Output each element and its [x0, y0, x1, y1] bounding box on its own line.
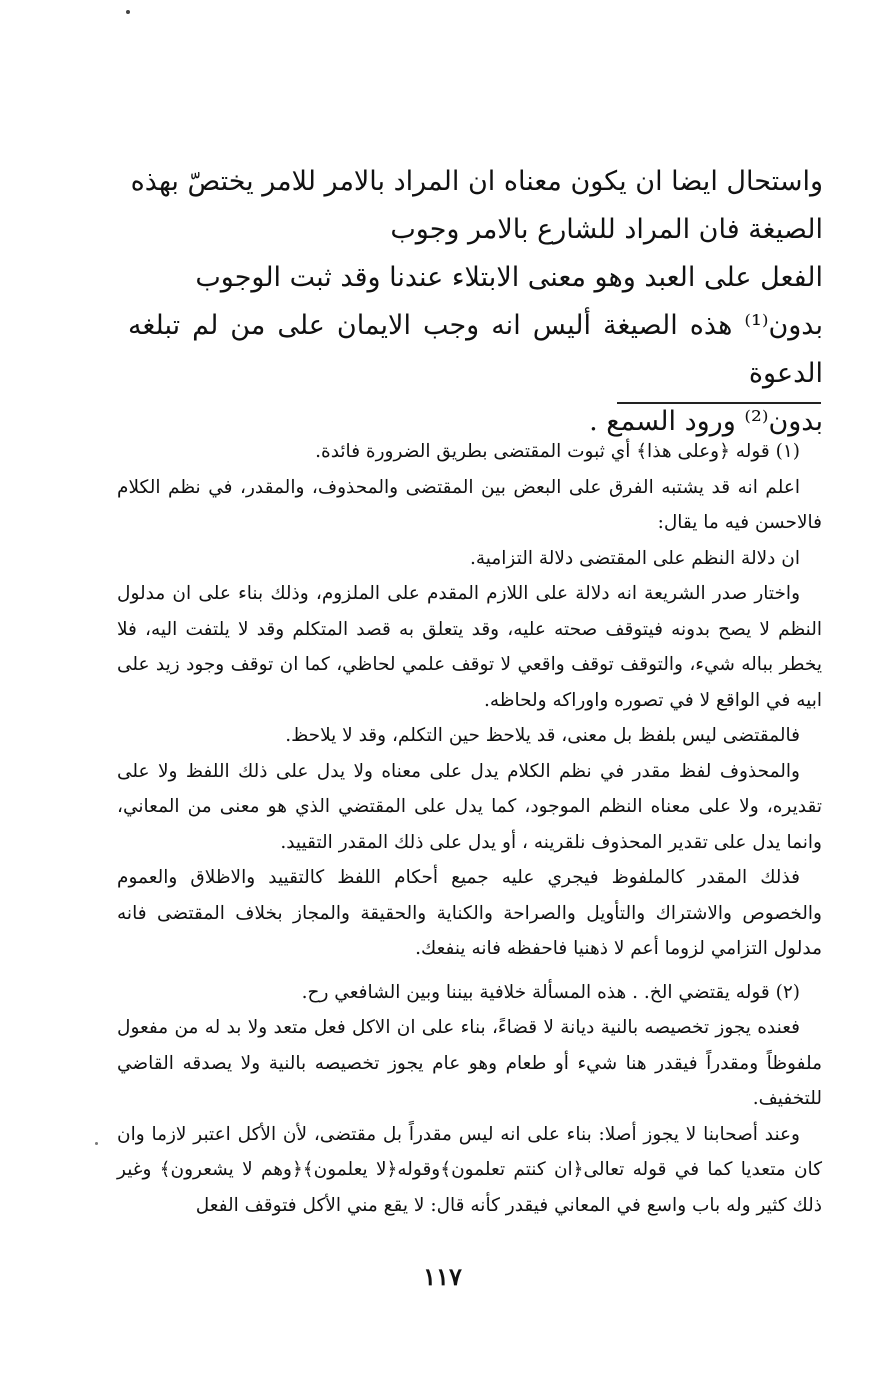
main-text-line: واستحال ايضا ان يكون معناه ان المراد بالامر للامر يختصّ بهذه	[130, 166, 823, 197]
footnote-paragraph: فالمقتضى ليس بلفظ بل معنى، قد يلاحظ حين التكلم، وقد لا يلاحظ.	[285, 725, 800, 746]
main-text-line: بدون⁽²⁾ ورود السمع .	[589, 406, 823, 437]
main-text-line: بدون⁽¹⁾ هذه الصيغة أليس انه وجب الايمان على من لم تبلغه الدعوة	[128, 310, 823, 389]
main-text-line: الفعل على العبد وهو معنى الابتلاء عندنا وقد ثبت الوجوب	[195, 262, 823, 293]
footnote-paragraph: ان دلالة النظم على المقتضى دلالة التزامية.	[469, 547, 800, 569]
scan-speck	[126, 10, 130, 14]
footnote-separator	[617, 402, 821, 404]
footnote-paragraph: فعنده يجوز تخصيصه بالنية ديانة لا قضاءً، بناء على ان الاكل فعل متعد ولا بد له من مفعول ملفوظاً ومقدراً فيقدر هنا شيء أو طعام وهو عام يجوز تخصيصه بالنية ولا يصدقه القاضي للتخفيف.	[117, 1017, 822, 1109]
footnote-paragraph: واختار صدر الشريعة انه دلالة على اللازم المقدم على الملزوم، وذلك بناء على ان مدلول النظم لا يصح بدونه فيتوقف صحته عليه، وقد يتعلق به قصد المتكلم وقد لا يلتفت اليه، فلا يخطر بباله شيء، والتوقف توقف واقعي لا توقف علمي لحاظي، كما ان توقف وجود زيد على ابيه في الواقع لا في تصوره واوراكه ولحاظه.	[117, 583, 822, 711]
page-number: ١١٧	[423, 1262, 462, 1291]
scan-speck	[95, 1142, 98, 1145]
main-text-line: الصيغة فان المراد للشارع بالامر وجوب	[390, 214, 823, 245]
footnote-paragraph: اعلم انه قد يشتبه الفرق على البعض بين المقتضى والمحذوف، والمقدر، في نظم الكلام فالاحسن فيه ما يقال:	[117, 476, 822, 533]
footnote-paragraph: والمحذوف لفظ مقدر في نظم الكلام يدل على معناه ولا يدل على ذلك اللفظ ولا على تقديره، ولا على معناه النظم الموجود، كما يدل على المقتضي الذي هو معنى من المعاني، وانما يدل على تقدير المحذوف نلقرينه ، أو يدل على ذلك المقدر التقييد.	[117, 760, 822, 853]
footnote-paragraph: فذلك المقدر كالملفوظ فيجري عليه جميع أحكام اللفظ كالتقييد والاظلاق والعموم والخصوص والاشتراك والتأويل والصراحة والكناية والحقيقة والمجاز بخلاف المقتضى فانه مدلول التزامي لزوما أعم لا ذهنيا فاحفظه فانه ينفعك.	[117, 867, 822, 959]
footnote-1-heading: (١) قوله ﴿وعلى هذا﴾ أي ثبوت المقتضى بطريق الضرورة فائدة.	[315, 441, 800, 462]
footnotes-block	[117, 434, 822, 1223]
footnote-paragraph: وعند أصحابنا لا يجوز أصلا: بناء على انه ليس مقدراً بل مقتضى، لأن الأكل اعتبر لازما وان كان متعديا كما في قوله تعالى﴿ان كنتم تعلمون﴾وقوله﴿لا يعلمون﴾﴿وهم لا يشعرون﴾ وغير ذلك كثير وله باب واسع في المعاني فيقدر كأنه قال: لا يقع مني الأكل فتوقف الفعل	[117, 1123, 822, 1216]
footnote-2-heading: (٢) قوله يقتضي الخ. . هذه المسألة خلافية بيننا وبين الشافعي رح.	[301, 981, 800, 1003]
